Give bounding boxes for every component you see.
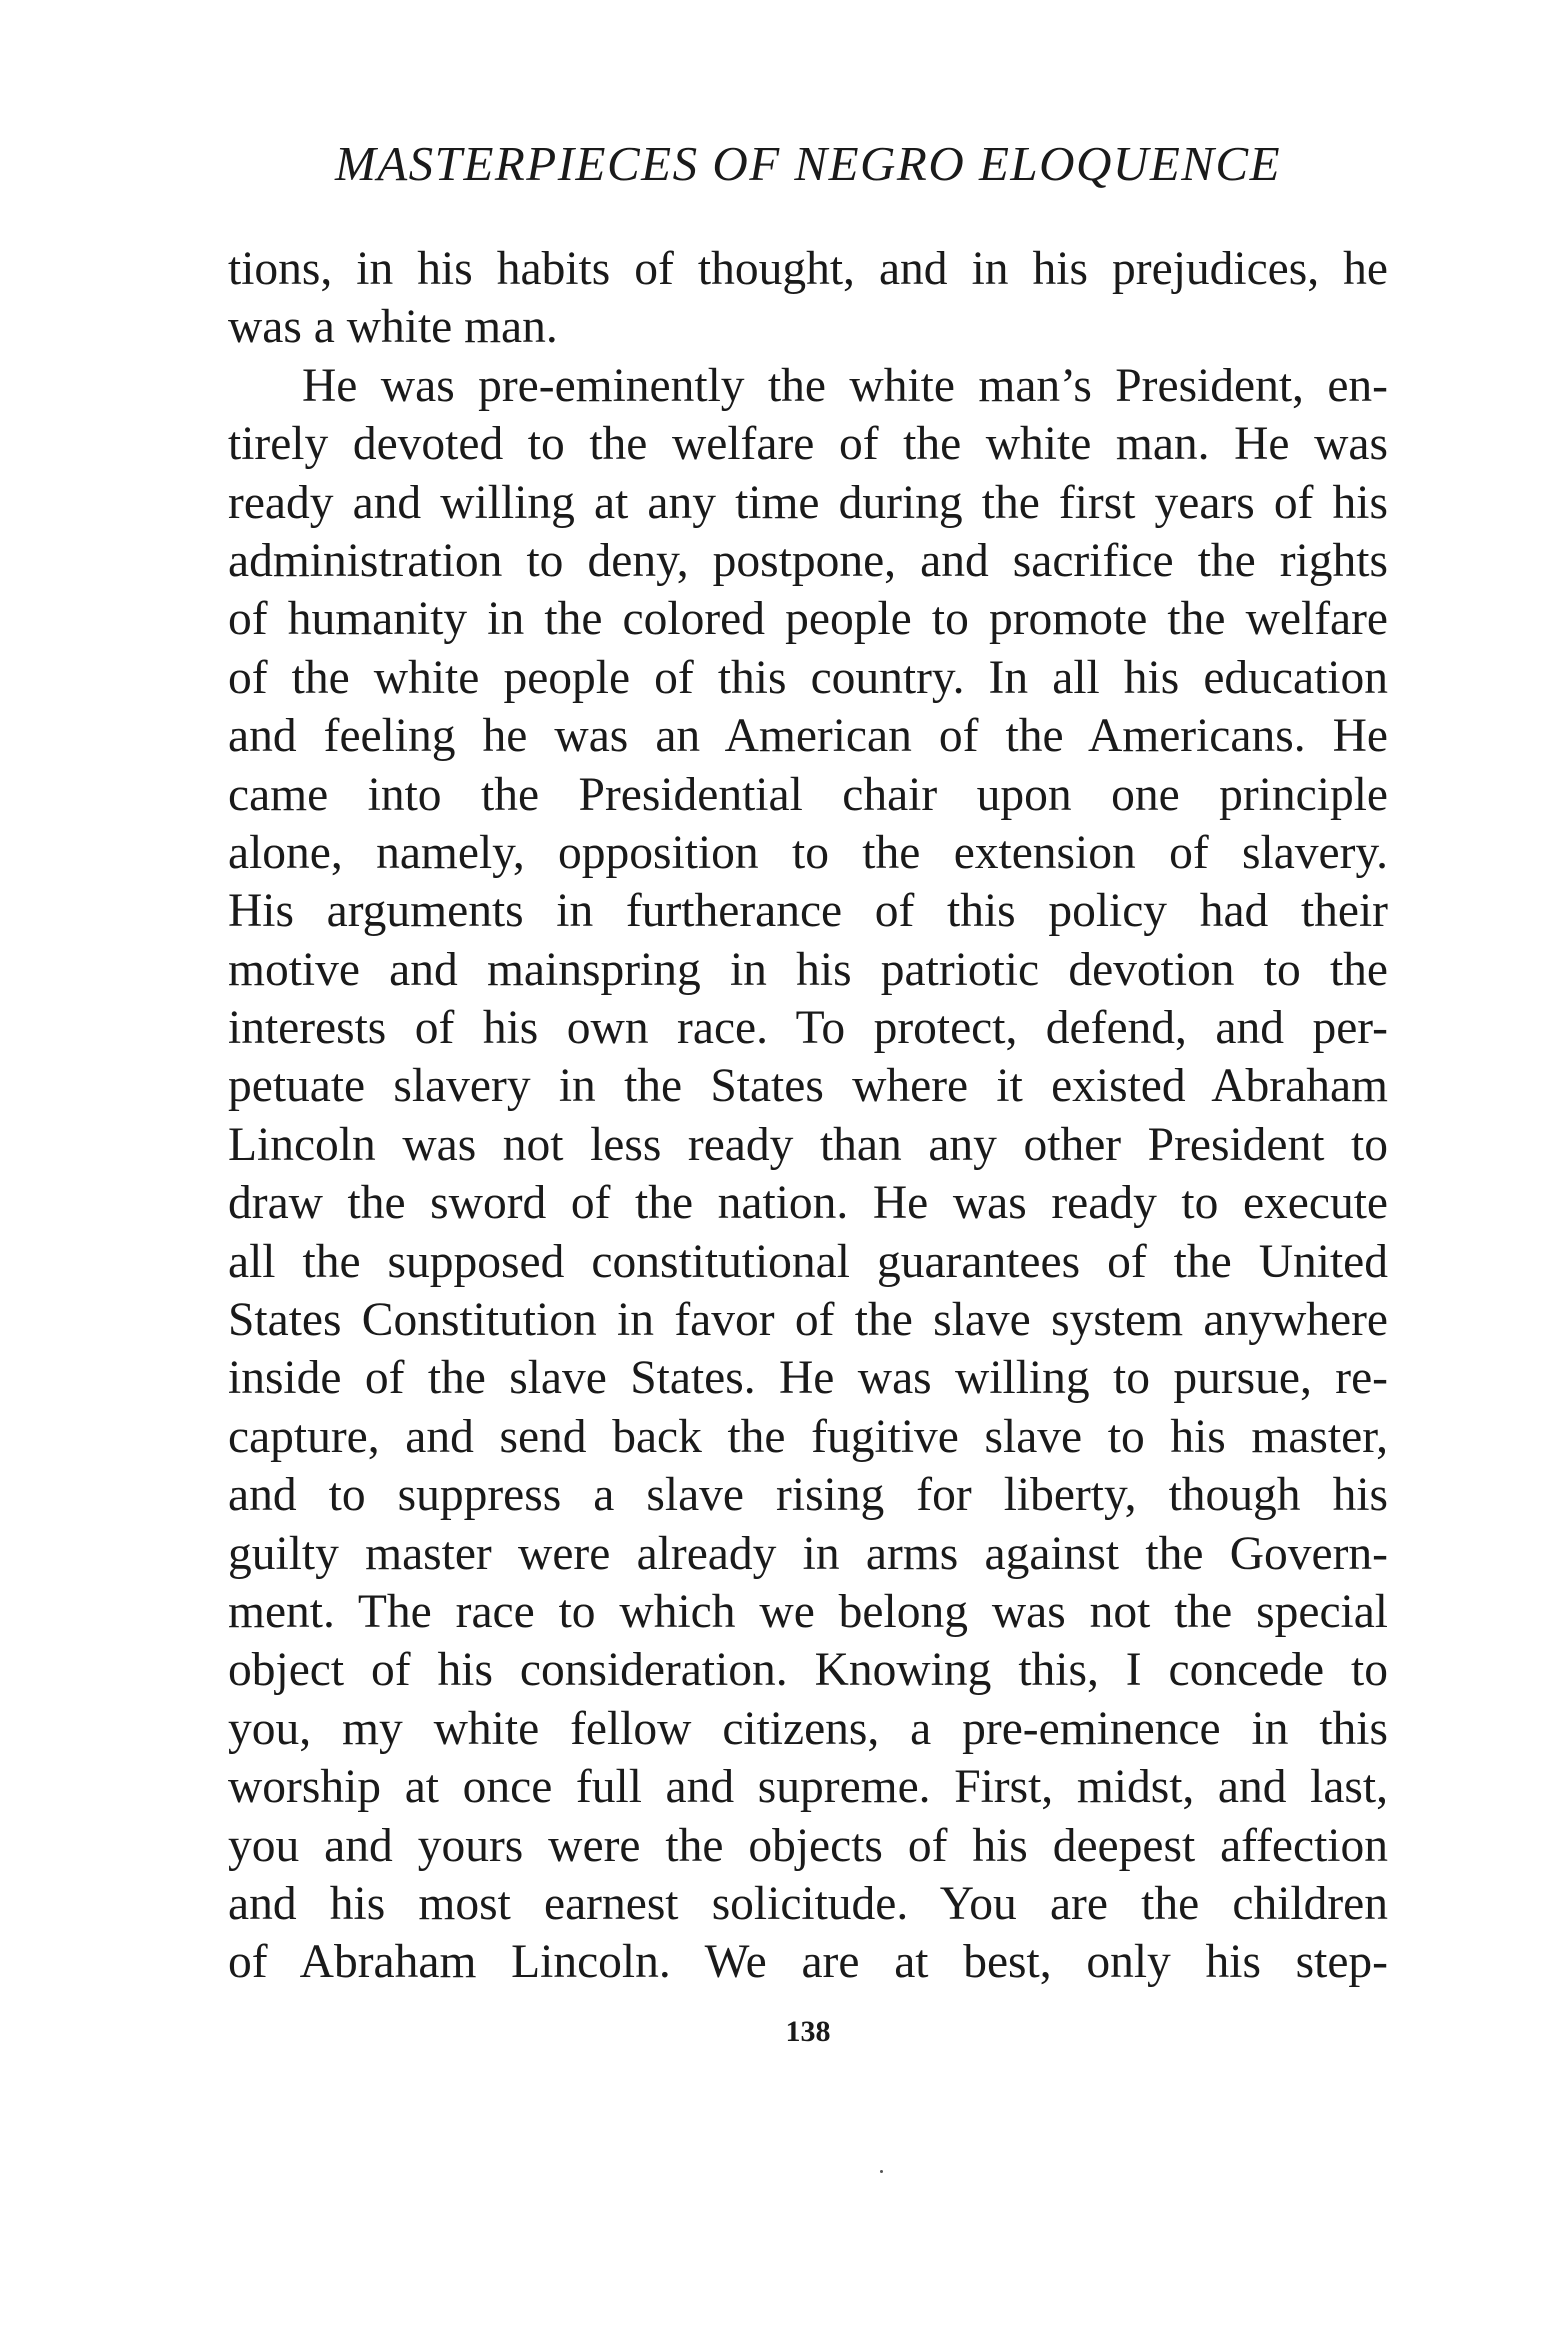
text-line: tions, in his habits of thought, and in his prejudices, he bbox=[228, 243, 1388, 295]
text-line: and to suppress a slave rising for liberty, though his bbox=[228, 1469, 1388, 1522]
text-line: ment. The race to which we belong was not the special bbox=[228, 1585, 1388, 1638]
text-line: States Constitution in favor of the slave system anywhere bbox=[228, 1294, 1388, 1347]
text-line: of Abraham Lincoln. We are at best, only his step- bbox=[228, 1936, 1388, 1989]
text-line: petuate slavery in the States where it existed Abraham bbox=[228, 1060, 1388, 1113]
text-line: capture, and send back the fugitive slave to his master, bbox=[228, 1410, 1388, 1463]
text-line: His arguments in furtherance of this policy had their bbox=[228, 885, 1388, 938]
text-line: and his most earnest solicitude. You are the children bbox=[228, 1877, 1388, 1930]
text-line: tirely devoted to the welfare of the white man. He was bbox=[228, 418, 1388, 471]
scan-speck bbox=[880, 2170, 883, 2173]
text-line: draw the sword of the nation. He was ready to execute bbox=[228, 1177, 1388, 1230]
text-line: and feeling he was an American of the Americans. He bbox=[228, 710, 1388, 763]
text-line: you, my white fellow citizens, a pre-eminence in this bbox=[228, 1702, 1388, 1755]
text-line: of humanity in the colored people to promote the welfare bbox=[228, 593, 1388, 646]
text-line: worship at once full and supreme. First, midst, and last, bbox=[228, 1761, 1388, 1814]
text-line: Lincoln was not less ready than any other President to bbox=[228, 1118, 1388, 1171]
text-line: was a white man. bbox=[228, 301, 558, 354]
text-line: alone, namely, opposition to the extension of slavery. bbox=[228, 826, 1388, 879]
running-head: MASTERPIECES OF NEGRO ELOQUENCE bbox=[334, 136, 1282, 191]
text-line: object of his consideration. Knowing this, I concede to bbox=[228, 1644, 1388, 1697]
text-line: ready and willing at any time during the first years of his bbox=[228, 476, 1388, 529]
text-line: interests of his own race. To protect, defend, and per- bbox=[228, 1002, 1388, 1055]
text-line: administration to deny, postpone, and sacrifice the rights bbox=[228, 534, 1388, 587]
text-line: came into the Presidential chair upon one principle bbox=[228, 768, 1388, 821]
text-line: all the supposed constitutional guarantees of the United bbox=[228, 1235, 1388, 1288]
page-number: 138 bbox=[785, 2015, 831, 2048]
text-line: of the white people of this country. In all his education bbox=[228, 651, 1388, 704]
text-line: inside of the slave States. He was willing to pursue, re- bbox=[228, 1352, 1388, 1405]
text-line: you and yours were the objects of his deepest affection bbox=[228, 1819, 1388, 1872]
body-text bbox=[228, 240, 1388, 1992]
text-line: He was pre-eminently the white man’s President, en- bbox=[302, 359, 1388, 412]
text-line: motive and mainspring in his patriotic devotion to the bbox=[228, 943, 1388, 996]
text-line: guilty master were already in arms against the Govern- bbox=[228, 1527, 1388, 1580]
